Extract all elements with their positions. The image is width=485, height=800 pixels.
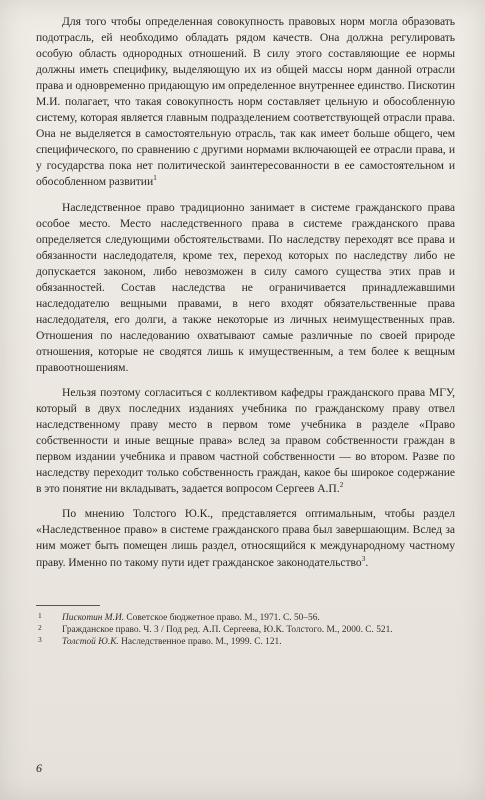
footnote-ref-1[interactable]: 1 (153, 173, 157, 183)
footnotes (36, 612, 455, 649)
paragraph-2 (36, 200, 455, 377)
footnote-source: Советское бюджетное право. М., 1971. С. 50–56. (124, 612, 320, 623)
paragraph-2-text: Наследственное право традиционно занимает в системе гражданского права особое место. Место наследственного права в системе гражданского права определяется следующими обстоятельствами. По наследству переходят все права и обязанности наследодателя, кроме тех, переход которых по наследству либо не допускается законом, либо невозможен в силу самого существа этих прав и обязанностей. Состав наследства не ограничивается принадлежавшими наследодателю вещными правами, в него входят обязательственные права наследодателя, его долги, а также некоторые из личных неимущественных прав. Отношения по наследованию охватывают самые различные по своей природе отношения, которые не сводятся лишь к имущественным, а тем более к вещным правоотношениям. (36, 200, 455, 374)
body-text (36, 14, 455, 571)
page-number: 6 (36, 761, 42, 775)
paragraph-4 (36, 506, 455, 570)
footnote-author: Пискотин М.И. (62, 612, 125, 623)
footnote-source: Гражданское право. Ч. 3 / Под ред. А.П. Сергеева, Ю.К. Толстого. М., 2000. С. 521. (62, 624, 393, 635)
footnote-text (62, 612, 455, 624)
paragraph-4-text: По мнению Толстого Ю.К., представляется оптимальным, чтобы раздел «Наследственное право» в системе гражданского права был завершающим. Вслед за ним может быть помещен лишь раздел, относящийся к международному частному праву. Именно по такому пути идет гражданское законодательство (36, 507, 455, 569)
footnote-text (62, 636, 455, 648)
footnote-3 (36, 636, 455, 648)
footnote-number: 1 (38, 610, 42, 620)
footnote-1 (36, 612, 455, 624)
footnote-number: 3 (38, 635, 42, 645)
footnote-source: Наследственное право. М., 1999. С. 121. (118, 637, 282, 648)
paragraph-1-text: Для того чтобы определенная совокупность правовых норм могла образовать подотрасль, ей необходимо обладать рядом качеств. Она должна регулировать особую область однородных отношений. В силу этого составляющие ее нормы должны иметь специфику, выделяющую их из общей массы норм данной отрасли права и одновременно придающую им определенное внутреннее единство. Пискотин М.И. полагает, что такая совокупность норм составляет цельную и обособленную систему, которая является главным подразделением соответствующей отрасли права. Она не выделяется в самостоятельную отрасль, так как имеет больше общего, чем специфического, по сравнению с другими нормами включающей ее отрасли права, и у государства пока нет политической заинтересованности в ее самостоятельном и обособленном развитии (36, 15, 455, 189)
footnote-number: 2 (38, 622, 42, 632)
footnote-2 (36, 624, 455, 636)
footnote-divider (36, 605, 100, 606)
paragraph-3 (36, 385, 455, 497)
footnote-ref-2[interactable]: 2 (339, 480, 344, 490)
paragraph-3-text: Нельзя поэтому согласиться с коллективом кафедры гражданского права МГУ, который в двух последних изданиях учебника по гражданскому праву отвел наследственному праву место в первом томе учебника в разделе «Право собственности и иные вещные права» вслед за правом собственности граждан в первом издании учебника и правом частной собственности — во втором. Разве по наследству переходит только собственность граждан, какое бы широкое содержание в это понятие ни вкладывать, задается вопросом Сергеев А.П. (36, 386, 455, 496)
footnote-text (62, 624, 455, 636)
paragraph-4-period: . (365, 555, 369, 569)
paragraph-1 (36, 14, 455, 191)
footnote-ref-3[interactable]: 3 (361, 553, 366, 563)
footnote-author: Толстой Ю.К. (62, 637, 119, 648)
